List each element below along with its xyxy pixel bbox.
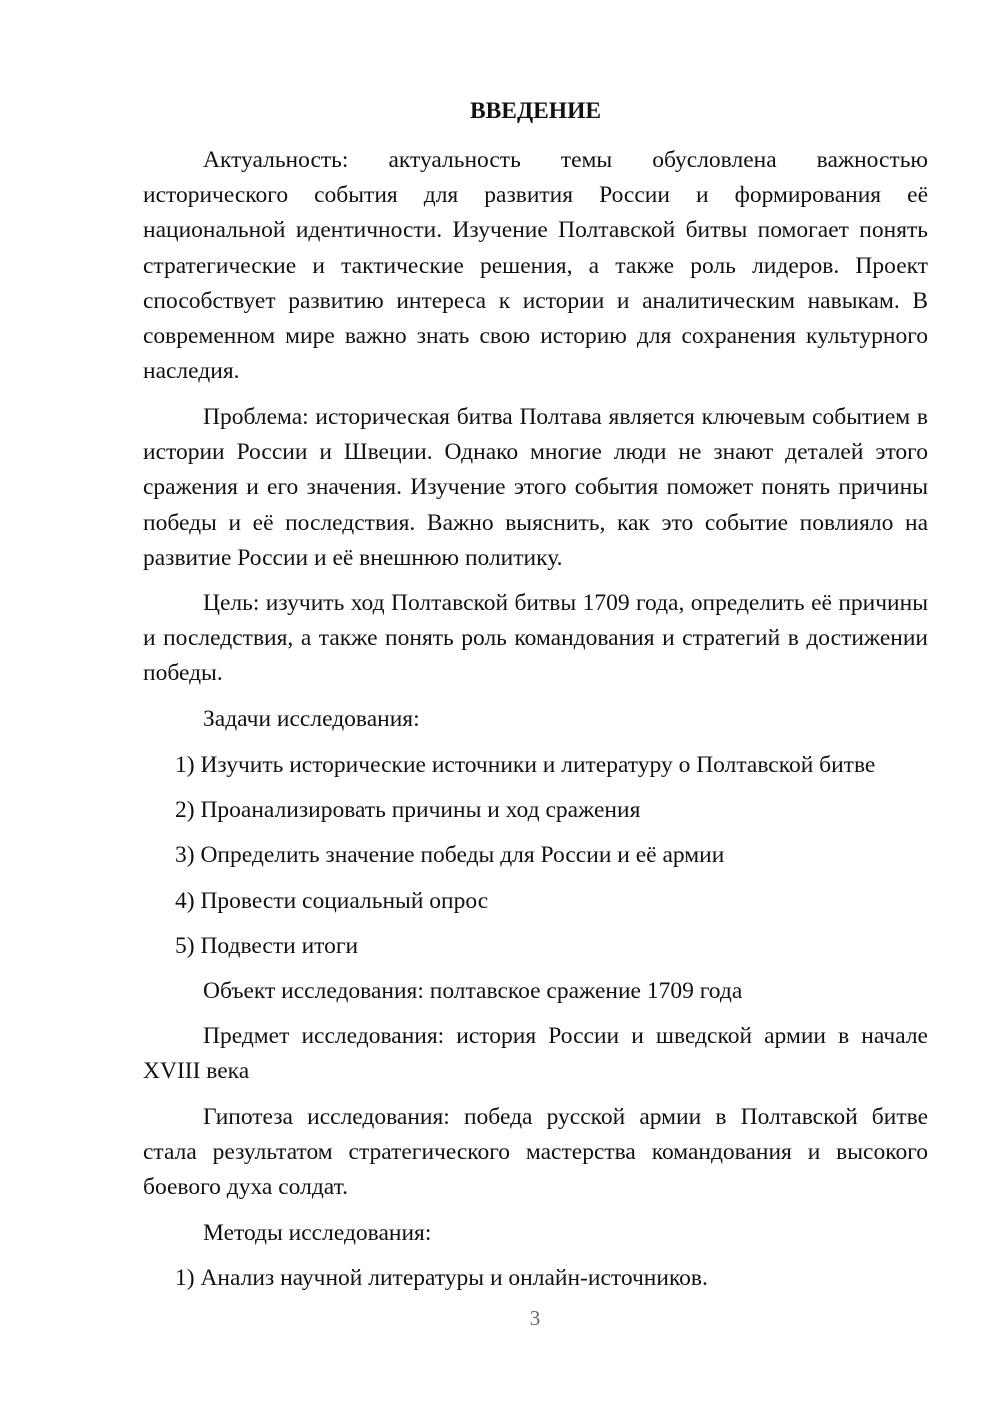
subject-paragraph: Предмет исследования: история России и шведской армии в начале XVIII века [143,1023,928,1085]
page-heading: ВВЕДЕНИЕ [469,98,602,124]
methods-label: Методы исследования: [203,1220,432,1246]
relevance-paragraph: Актуальность: актуальность темы обусловлена важностью исторического события для развития России и формирования её национальной идентичности. Изучение Полтавской битвы помогает понять стратегические и тактические решения, а также роль лидеров. Проект способствует развитию интереса к истории и аналитическим навыкам. В современном мире важно знать свою историю для сохранения культурного наследия. [143,147,928,385]
object-line: Объект исследования: полтавское сражение 1709 года [203,978,743,1004]
hypothesis-paragraph: Гипотеза исследования: победа русской армии в Полтавской битве стала результатом стратегического мастерства командования и высокого боевого духа солдат. [143,1104,928,1201]
task-item-4: 4) Провести социальный опрос [175,888,489,914]
task-item-5: 5) Подвести итоги [175,933,359,959]
page-number: 3 [529,1306,541,1330]
goal-paragraph: Цель: изучить ход Полтавской битвы 1709 года, определить её причины и последствия, а также понять роль командования и стратегий в достижении победы. [143,590,928,687]
problem-paragraph: Проблема: историческая битва Полтава является ключевым событием в истории России и Швеции. Однако многие люди не знают деталей этого сражения и его значения. Изучение этого события поможет понять причины победы и её последствия. Важно выяснить, как это событие повлияло на развитие России и её внешнюю политику. [143,404,928,571]
method-item-1: 1) Анализ научной литературы и онлайн-источников. [175,1265,708,1291]
task-item-2: 2) Проанализировать причины и ход сражения [175,797,641,823]
tasks-label: Задачи исследования: [203,706,420,732]
task-item-1: 1) Изучить исторические источники и литературу о Полтавской битве [175,752,876,778]
task-item-3: 3) Определить значение победы для России и её армии [175,842,725,868]
